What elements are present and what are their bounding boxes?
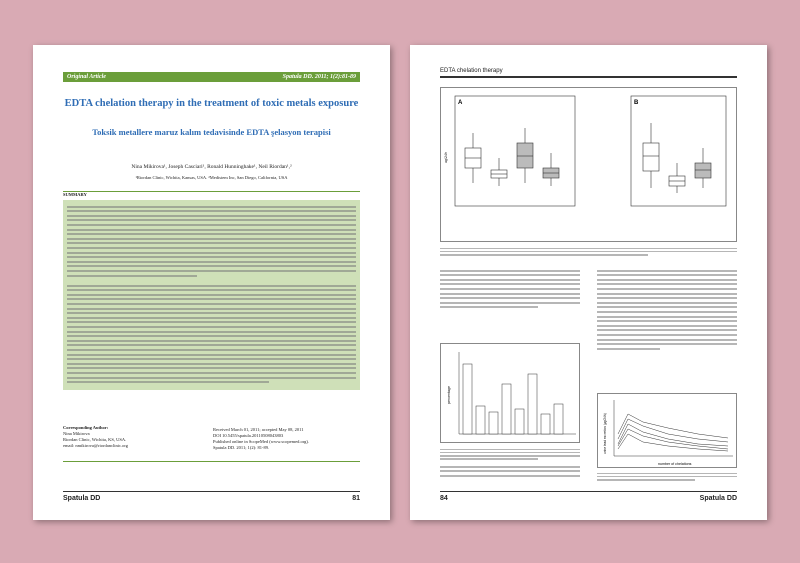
- figure-3-ylabel: urine lead excretion (µg/24h): [603, 413, 607, 454]
- panel-b-label: B: [634, 100, 639, 106]
- affiliation: ¹Riordan Clinic, Wichita, Kansas, USA. ²Medistem Inc, San Diego, California, USA: [135, 175, 288, 180]
- summary-box: [63, 200, 360, 390]
- page-number: 81: [352, 495, 360, 502]
- right-page: [410, 45, 767, 520]
- received-line: Received March 01, 2011; accepted May 08, 2011: [213, 427, 304, 432]
- figure-3: [597, 393, 737, 468]
- doi-line: DOI 10.5455/spatula.20110508043803: [213, 433, 284, 438]
- running-header: EDTA chelation therapy: [440, 68, 503, 74]
- page-bottom-rule: [63, 491, 360, 492]
- panel-a-label: A: [458, 100, 463, 106]
- article-type-label: Original Article: [67, 74, 106, 80]
- body-column-left-lower: [440, 463, 580, 479]
- figure-2-ylabel: percentage: [447, 386, 451, 404]
- header-rule: [440, 76, 737, 78]
- correspondence-block: [63, 425, 213, 449]
- received-block: [213, 427, 363, 451]
- journal-name: Spatula DD: [63, 495, 101, 502]
- figure-1: [440, 87, 737, 242]
- figure-3-linechart: [598, 394, 738, 469]
- left-page: [33, 45, 390, 520]
- body-column-left: [440, 267, 580, 311]
- page-bottom-rule: [440, 491, 737, 492]
- figure-2-caption: [440, 447, 580, 461]
- correspondence-line: Nina Mikirova: [63, 431, 90, 436]
- citation-label: Spatula DD. 2011; 1(2):81-89: [282, 74, 356, 80]
- author-list: Nina Mikirova¹, Joseph Casciari¹, Ronald Hunninghake¹, Neil Riordan¹,²: [131, 164, 292, 170]
- figure-1-ylabel: ug/24h: [444, 152, 448, 163]
- correspondence-email: email: nmikirova@riordanclinic.org: [63, 443, 129, 448]
- figure-1-caption: [440, 246, 737, 257]
- article-title: EDTA chelation therapy in the treatment of toxic metals exposure: [64, 98, 359, 109]
- correspondence-line: Riordan Clinic, Wichita, KS, USA.: [63, 437, 127, 442]
- page-number: 84: [440, 495, 448, 502]
- published-line: Published online in ScopeMed (www.scopemed.org).: [213, 439, 309, 444]
- cite-line: Spatula DD. 2011; 1(2): 81-89.: [213, 445, 270, 450]
- summary-heading: SUMMARY: [63, 191, 360, 198]
- body-column-right: [597, 267, 737, 352]
- figure-2: [440, 343, 580, 443]
- journal-name: Spatula DD: [699, 495, 737, 502]
- figure-1-boxplots: [441, 88, 738, 243]
- figure-3-xlabel: number of chelations: [658, 462, 692, 466]
- figure-3-caption: [597, 471, 737, 482]
- article-header-bar: [63, 72, 360, 82]
- footer-divider: [63, 461, 360, 462]
- figure-2-barchart: [441, 344, 581, 444]
- correspondence-label: Corresponding Author:: [63, 425, 109, 430]
- article-subtitle: Toksik metallere maruz kalım tedavisinde EDTA şelasyon terapisi: [92, 127, 331, 137]
